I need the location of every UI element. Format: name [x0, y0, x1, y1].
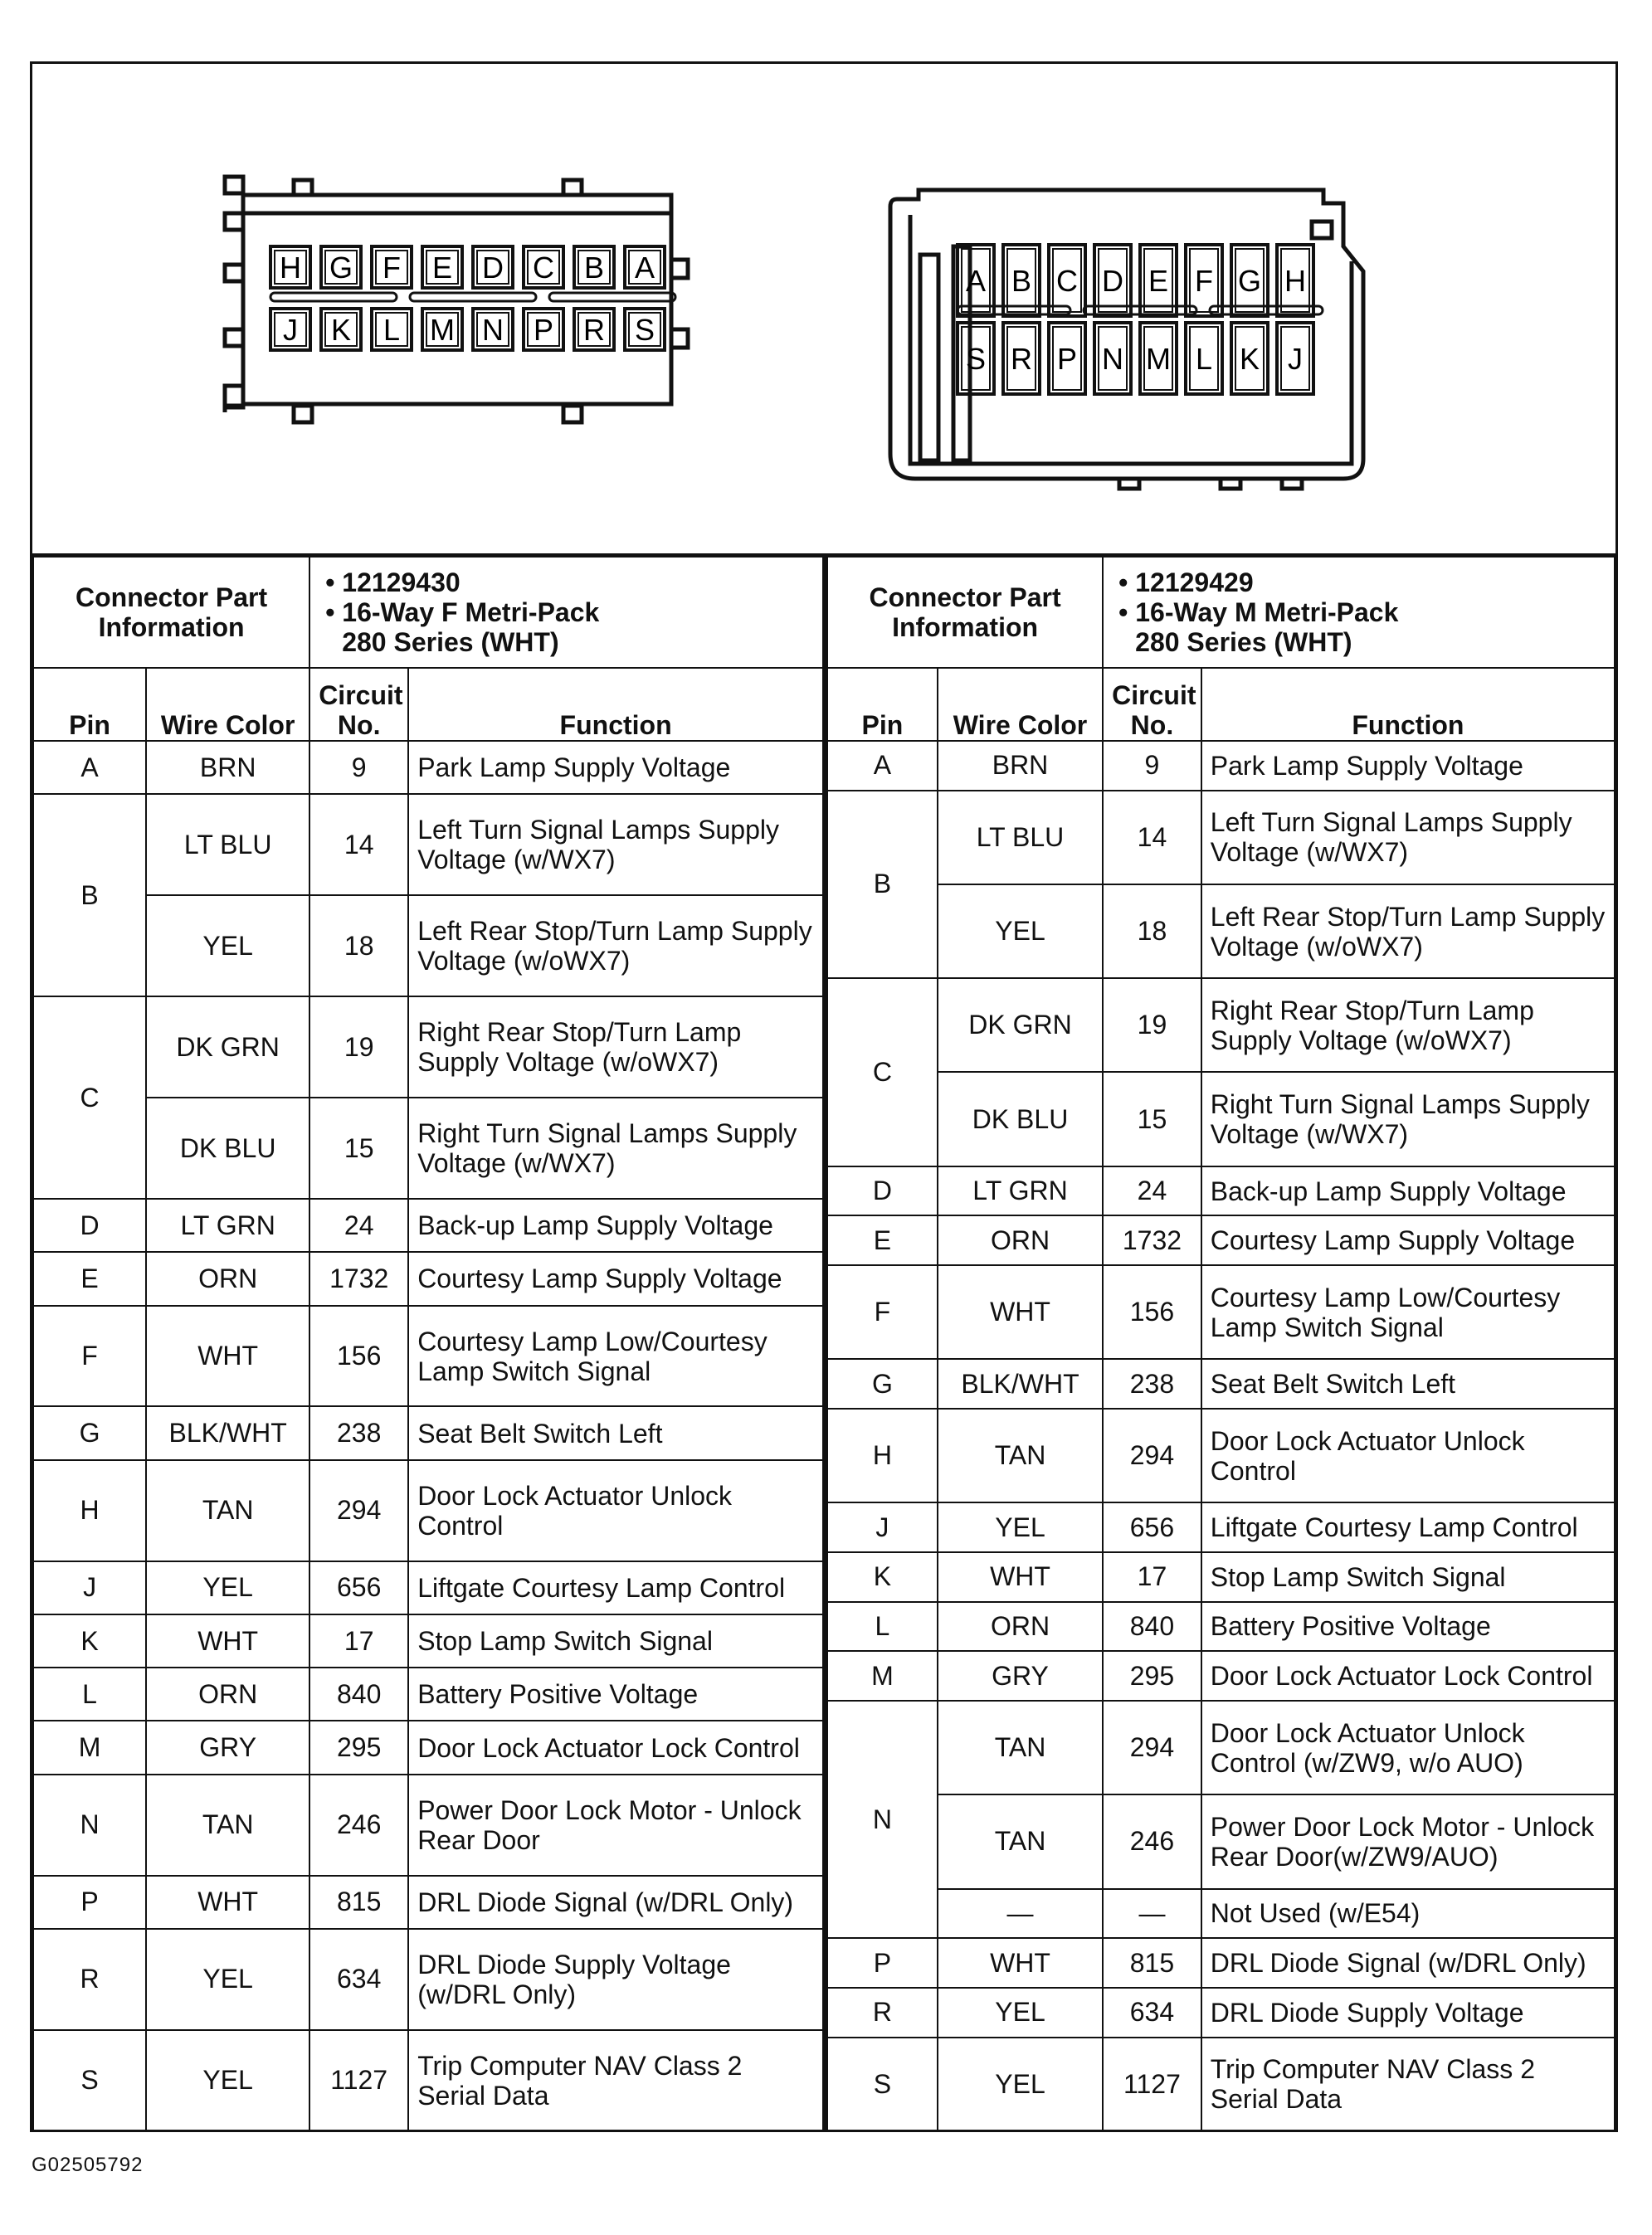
function-cell: Door Lock Actuator Unlock Control [1201, 1409, 1615, 1502]
circuit-cell: 24 [1103, 1166, 1201, 1216]
pin-label: D [1102, 264, 1123, 298]
circuit-cell: 14 [1103, 791, 1201, 884]
circuit-cell: 1732 [309, 1252, 408, 1305]
table-row [827, 1938, 1615, 1988]
pin-label: L [1195, 342, 1213, 376]
table-row [827, 978, 1615, 1072]
pin-cell: F [827, 1265, 938, 1359]
circuit-cell: 295 [1103, 1651, 1201, 1701]
pin-label: N [482, 313, 504, 347]
circuit-cell: 24 [309, 1199, 408, 1252]
connector-part-info [1103, 557, 1615, 668]
pin-cell: A [33, 741, 146, 794]
wire-color-cell: DK BLU [938, 1072, 1103, 1166]
function-cell: Power Door Lock Motor - Unlock Rear Door(w/ZW9/AUO) [1201, 1794, 1615, 1888]
figure-id: G02505792 [32, 2154, 144, 2176]
table-row [827, 1359, 1615, 1409]
pin-cell: B [827, 791, 938, 979]
pin-label: G [1237, 264, 1262, 298]
connector-face-views [32, 64, 1615, 553]
circuit-cell: 14 [309, 794, 408, 895]
wire-color-cell: TAN [938, 1409, 1103, 1502]
pin-cell: K [33, 1614, 146, 1668]
pin-label: H [1284, 264, 1306, 298]
pin-cell: N [33, 1775, 146, 1876]
pin-cell: R [33, 1929, 146, 2030]
circuit-cell: 238 [1103, 1359, 1201, 1409]
pin-label: K [330, 313, 352, 347]
circuit-cell: 1127 [1103, 2038, 1201, 2131]
circuit-cell: 656 [1103, 1502, 1201, 1552]
column-header-pin: Pin [827, 668, 938, 741]
circuit-cell: 19 [1103, 978, 1201, 1072]
wire-color-cell: WHT [146, 1306, 309, 1407]
circuit-cell: 815 [1103, 1938, 1201, 1988]
pin-cell: E [827, 1215, 938, 1265]
table-row [827, 1602, 1615, 1652]
connector-sheet [30, 61, 1618, 2132]
wire-color-cell: WHT [146, 1876, 309, 1929]
function-cell: Courtesy Lamp Low/Courtesy Lamp Switch Signal [408, 1306, 823, 1407]
wire-color-cell: WHT [146, 1614, 309, 1668]
function-cell: Courtesy Lamp Supply Voltage [408, 1252, 823, 1305]
column-header-row [33, 668, 823, 741]
pin-cell: D [827, 1166, 938, 1216]
function-cell: Door Lock Actuator Unlock Control (w/ZW9, w/o AUO) [1201, 1701, 1615, 1794]
circuit-cell: 15 [309, 1098, 408, 1199]
wire-color-cell: ORN [146, 1668, 309, 1721]
circuit-cell: 1127 [309, 2030, 408, 2131]
circuit-cell: 656 [309, 1561, 408, 1614]
table-row [827, 1409, 1615, 1502]
pin-label: S [965, 342, 987, 376]
function-cell: Left Turn Signal Lamps Supply Voltage (w/WX7) [408, 794, 823, 895]
table-row [33, 1614, 823, 1668]
circuit-cell: 294 [309, 1460, 408, 1561]
row-divider [410, 293, 536, 301]
function-cell: Left Turn Signal Lamps Supply Voltage (w/WX7) [1201, 791, 1615, 884]
wire-color-cell: LT BLU [146, 794, 309, 895]
pin-label: E [431, 251, 453, 285]
table-row [33, 1406, 823, 1459]
function-cell: Right Turn Signal Lamps Supply Voltage (w/WX7) [1201, 1072, 1615, 1166]
function-cell: Stop Lamp Switch Signal [1201, 1552, 1615, 1602]
circuit-cell: — [1103, 1889, 1201, 1939]
pin-cell: S [33, 2030, 146, 2131]
circuit-cell: 17 [309, 1614, 408, 1668]
pinout-table-female [32, 556, 824, 2132]
circuit-cell: 295 [309, 1721, 408, 1774]
function-cell: Door Lock Actuator Lock Control [408, 1721, 823, 1774]
table-row [827, 1701, 1615, 1794]
pin-cell: F [33, 1306, 146, 1407]
connector-part-info [309, 557, 823, 668]
wire-color-cell: YEL [146, 895, 309, 996]
circuit-cell: 156 [309, 1306, 408, 1407]
column-header-wire-color: Wire Color [938, 668, 1103, 741]
pin-cell: S [827, 2038, 938, 2131]
circuit-cell: 246 [309, 1775, 408, 1876]
table-row [827, 2038, 1615, 2131]
table-row [33, 1252, 823, 1305]
connector-info-label: Connector Part Information [33, 557, 309, 668]
pin-label: P [533, 313, 554, 347]
wire-color-cell: LT GRN [146, 1199, 309, 1252]
wire-color-cell: — [938, 1889, 1103, 1939]
wire-color-cell: GRY [146, 1721, 309, 1774]
wire-color-cell: YEL [938, 1502, 1103, 1552]
table-row [33, 1721, 823, 1774]
table-row [33, 1929, 823, 2030]
left-table-panel [32, 556, 824, 2132]
table-row [33, 1098, 823, 1199]
pin-label: C [533, 251, 554, 285]
column-header-function: Function [1201, 668, 1615, 741]
circuit-cell: 634 [1103, 1988, 1201, 2038]
function-cell: Left Rear Stop/Turn Lamp Supply Voltage (w/oWX7) [1201, 884, 1615, 978]
pinout-table-male [826, 556, 1615, 2132]
pin-cell: G [827, 1359, 938, 1409]
pin-cell: P [33, 1876, 146, 1929]
table-row [33, 1876, 823, 1929]
pin-label: A [965, 264, 987, 298]
wire-color-cell: ORN [938, 1215, 1103, 1265]
pin-cell: J [33, 1561, 146, 1614]
row-divider [270, 293, 397, 301]
column-header-wire-color: Wire Color [146, 668, 309, 741]
function-cell: DRL Diode Supply Voltage [1201, 1988, 1615, 2038]
circuit-cell: 156 [1103, 1265, 1201, 1359]
pin-label: E [1148, 264, 1169, 298]
function-cell: Door Lock Actuator Lock Control [1201, 1651, 1615, 1701]
table-row [827, 741, 1615, 791]
wire-color-cell: TAN [938, 1794, 1103, 1888]
table-row [33, 741, 823, 794]
column-header-function: Function [408, 668, 823, 741]
pin-label: R [1011, 342, 1032, 376]
pin-label: J [283, 313, 298, 347]
wire-color-cell: YEL [938, 1988, 1103, 2038]
table-row [33, 1199, 823, 1252]
function-cell: Battery Positive Voltage [1201, 1602, 1615, 1652]
circuit-cell: 9 [1103, 741, 1201, 791]
pin-cell: G [33, 1406, 146, 1459]
wire-color-cell: YEL [146, 1561, 309, 1614]
wire-color-cell: DK GRN [146, 996, 309, 1098]
wire-color-cell: LT GRN [938, 1166, 1103, 1216]
pin-label: M [1146, 342, 1171, 376]
wire-color-cell: LT BLU [938, 791, 1103, 884]
pin-label: P [1056, 342, 1078, 376]
right-connector-pins [958, 245, 1323, 394]
circuit-cell: 9 [309, 741, 408, 794]
function-cell: Park Lamp Supply Voltage [408, 741, 823, 794]
column-header-row [827, 668, 1615, 741]
wire-color-cell: BRN [146, 741, 309, 794]
table-row [33, 895, 823, 996]
column-header-circuit-no: Circuit No. [1103, 668, 1201, 741]
table-row [33, 794, 823, 895]
table-row [33, 2030, 823, 2131]
pin-label: F [1195, 264, 1213, 298]
connector-diagram-area [32, 64, 1615, 553]
pin-label: B [1011, 264, 1032, 298]
circuit-cell: 18 [1103, 884, 1201, 978]
pin-cell: H [33, 1460, 146, 1561]
circuit-cell: 840 [1103, 1602, 1201, 1652]
table-row [827, 1215, 1615, 1265]
pin-label: F [383, 251, 401, 285]
circuit-cell: 246 [1103, 1794, 1201, 1888]
pin-label: M [430, 313, 455, 347]
function-cell: Not Used (w/E54) [1201, 1889, 1615, 1939]
wire-color-cell: BRN [938, 741, 1103, 791]
circuit-cell: 294 [1103, 1701, 1201, 1794]
pin-label: G [329, 251, 353, 285]
left-connector-pins [270, 246, 675, 350]
pin-label: K [1239, 342, 1260, 376]
pin-cell: M [33, 1721, 146, 1774]
circuit-cell: 1732 [1103, 1215, 1201, 1265]
table-row [33, 996, 823, 1098]
table-row [827, 1265, 1615, 1359]
table-row [33, 1460, 823, 1561]
function-cell: DRL Diode Signal (w/DRL Only) [408, 1876, 823, 1929]
pin-cell: R [827, 1988, 938, 2038]
table-row [827, 1502, 1615, 1552]
wire-color-cell: YEL [146, 2030, 309, 2131]
left-connector-body [225, 177, 688, 422]
circuit-cell: 19 [309, 996, 408, 1098]
function-cell: Door Lock Actuator Unlock Control [408, 1460, 823, 1561]
function-cell: Right Turn Signal Lamps Supply Voltage (w/WX7) [408, 1098, 823, 1199]
pin-cell: M [827, 1651, 938, 1701]
function-cell: Trip Computer NAV Class 2 Serial Data [408, 2030, 823, 2131]
pin-label: R [583, 313, 605, 347]
connector-info-row [33, 557, 823, 668]
table-row [827, 1552, 1615, 1602]
pin-label: L [383, 313, 401, 347]
pin-cell: H [827, 1409, 938, 1502]
function-cell: Liftgate Courtesy Lamp Control [408, 1561, 823, 1614]
function-cell: Seat Belt Switch Left [408, 1406, 823, 1459]
table-row [827, 1988, 1615, 2038]
wire-color-cell: GRY [938, 1651, 1103, 1701]
function-cell: Courtesy Lamp Low/Courtesy Lamp Switch Signal [1201, 1265, 1615, 1359]
function-cell: DRL Diode Supply Voltage (w/DRL Only) [408, 1929, 823, 2030]
function-cell: Trip Computer NAV Class 2 Serial Data [1201, 2038, 1615, 2131]
circuit-cell: 815 [309, 1876, 408, 1929]
column-header-circuit-no: Circuit No. [309, 668, 408, 741]
wire-color-cell: TAN [938, 1701, 1103, 1794]
pin-label: D [482, 251, 504, 285]
function-cell: Left Rear Stop/Turn Lamp Supply Voltage (w/oWX7) [408, 895, 823, 996]
function-cell: DRL Diode Signal (w/DRL Only) [1201, 1938, 1615, 1988]
part-info-line: • 12129429 [1118, 567, 1606, 597]
wire-color-cell: YEL [938, 884, 1103, 978]
circuit-cell: 840 [309, 1668, 408, 1721]
wire-color-cell: BLK/WHT [146, 1406, 309, 1459]
pin-cell: C [827, 978, 938, 1166]
wire-color-cell: ORN [938, 1602, 1103, 1652]
circuit-cell: 238 [309, 1406, 408, 1459]
pin-label: J [1288, 342, 1303, 376]
row-divider [549, 293, 675, 301]
wire-color-cell: WHT [938, 1552, 1103, 1602]
pin-cell: B [33, 794, 146, 996]
part-info-line: • 12129430 [325, 567, 814, 597]
pin-cell: P [827, 1938, 938, 1988]
function-cell: Courtesy Lamp Supply Voltage [1201, 1215, 1615, 1265]
table-row [33, 1561, 823, 1614]
pin-cell: L [827, 1602, 938, 1652]
column-header-pin: Pin [33, 668, 146, 741]
table-row [33, 1306, 823, 1407]
circuit-cell: 17 [1103, 1552, 1201, 1602]
wire-color-cell: DK BLU [146, 1098, 309, 1199]
function-cell: Battery Positive Voltage [408, 1668, 823, 1721]
right-table-panel [824, 556, 1615, 2132]
function-cell: Park Lamp Supply Voltage [1201, 741, 1615, 791]
part-info-line: 280 Series (WHT) [1135, 627, 1352, 657]
wire-color-cell: TAN [146, 1775, 309, 1876]
function-cell: Right Rear Stop/Turn Lamp Supply Voltage (w/oWX7) [1201, 978, 1615, 1072]
table-row [827, 1072, 1615, 1166]
table-row [827, 1651, 1615, 1701]
table-row [827, 1166, 1615, 1216]
pin-label: B [583, 251, 605, 285]
pin-cell: N [827, 1701, 938, 1938]
part-info-line: 280 Series (WHT) [342, 627, 559, 657]
table-row [827, 791, 1615, 884]
function-cell: Right Rear Stop/Turn Lamp Supply Voltage (w/oWX7) [408, 996, 823, 1098]
pin-cell: K [827, 1552, 938, 1602]
table-row [33, 1668, 823, 1721]
pin-cell: L [33, 1668, 146, 1721]
pin-cell: D [33, 1199, 146, 1252]
connector-info-row [827, 557, 1615, 668]
function-cell: Back-up Lamp Supply Voltage [1201, 1166, 1615, 1216]
wire-color-cell: DK GRN [938, 978, 1103, 1072]
circuit-cell: 294 [1103, 1409, 1201, 1502]
circuit-cell: 15 [1103, 1072, 1201, 1166]
function-cell: Liftgate Courtesy Lamp Control [1201, 1502, 1615, 1552]
wire-color-cell: WHT [938, 1938, 1103, 1988]
pin-cell: J [827, 1502, 938, 1552]
pin-cell: E [33, 1252, 146, 1305]
table-row [33, 1775, 823, 1876]
pin-label: S [634, 313, 655, 347]
function-cell: Stop Lamp Switch Signal [408, 1614, 823, 1668]
pinout-tables [32, 553, 1615, 2132]
wire-color-cell: YEL [146, 1929, 309, 2030]
part-info-line: • 16-Way F Metri-Pack [325, 597, 814, 627]
pin-label: N [1102, 342, 1123, 376]
circuit-cell: 634 [309, 1929, 408, 2030]
function-cell: Back-up Lamp Supply Voltage [408, 1199, 823, 1252]
function-cell: Seat Belt Switch Left [1201, 1359, 1615, 1409]
wire-color-cell: WHT [938, 1265, 1103, 1359]
pin-cell: C [33, 996, 146, 1199]
wire-color-cell: YEL [938, 2038, 1103, 2131]
table-row [827, 1794, 1615, 1888]
pin-label: A [634, 251, 655, 285]
pin-label: C [1056, 264, 1078, 298]
wire-color-cell: TAN [146, 1460, 309, 1561]
circuit-cell: 18 [309, 895, 408, 996]
part-info-line: • 16-Way M Metri-Pack [1118, 597, 1606, 627]
pin-cell: A [827, 741, 938, 791]
pin-label: H [280, 251, 301, 285]
function-cell: Power Door Lock Motor - Unlock Rear Door [408, 1775, 823, 1876]
table-row [827, 1889, 1615, 1939]
wire-color-cell: ORN [146, 1252, 309, 1305]
table-row [827, 884, 1615, 978]
wire-color-cell: BLK/WHT [938, 1359, 1103, 1409]
connector-info-label: Connector Part Information [827, 557, 1103, 668]
